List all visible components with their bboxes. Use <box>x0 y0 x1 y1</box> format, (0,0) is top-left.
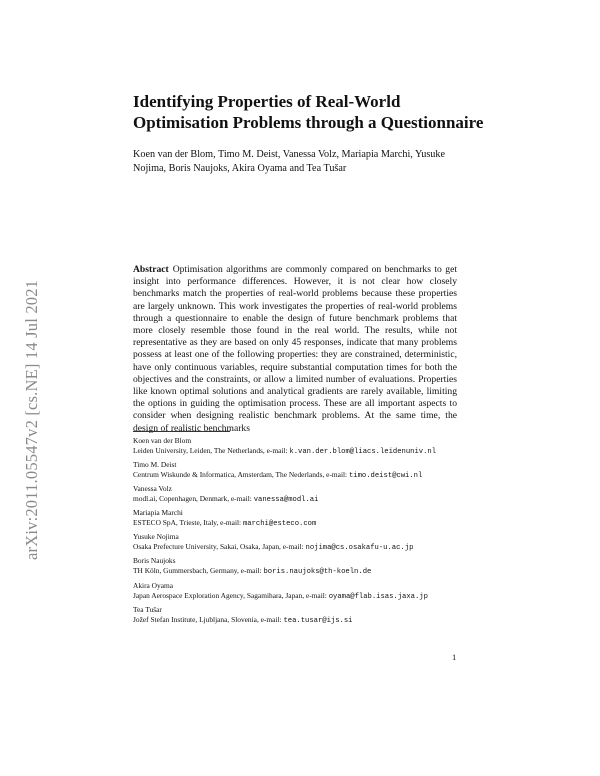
affiliation-item <box>133 605 493 626</box>
paper-title: Identifying Properties of Real-World Optimisation Problems through a Questionnaire <box>133 92 484 132</box>
affiliation-institution: TH Köln, Gummersbach, Germany, e-mail: <box>133 566 262 576</box>
affiliation-email: k.van.der.blom@liacs.leidenuniv.nl <box>289 448 437 456</box>
affiliation-item <box>133 460 493 481</box>
abstract-text: Optimisation algorithms are commonly compared on benchmarks to get insight into performance differences. However, it is not clear how closely benchmarks match the properties of real-world problems because these properties are largely unknown. This work investigates the properties of real-world problems through a questionnaire to enable the design of future benchmark problems that more closely resemble those found in the real world. The results, while not representative as they are based on only 45 responses, indicate that many problems possess at least one of the following properties: they are constrained, deterministic, have only continuous variables, require substantial computation times for both the objectives and the constraints, or allow a limited number of evaluations. Properties like known optimal solutions and analytical gradients are rarely available, limiting the options in guiding the optimisation process. These are all important aspects to consider when designing realistic benchmark problems. At the same time, the design of realistic benchmarks <box>133 264 457 434</box>
affiliation-item <box>133 581 493 602</box>
affiliation-details <box>133 518 493 529</box>
abstract <box>133 264 457 435</box>
affiliation-email: marchi@esteco.com <box>242 520 317 529</box>
affiliation-institution: Centrum Wiskunde & Informatica, Amsterdam, The Nederlands, e-mail: <box>133 470 348 480</box>
affiliation-item <box>133 436 493 457</box>
affiliation-list <box>133 436 493 629</box>
affiliation-institution: Leiden University, Leiden, The Netherlands, e-mail: <box>133 446 288 455</box>
affiliation-institution: modl.ai, Copenhagen, Denmark, e-mail: <box>133 494 252 504</box>
affiliation-name: Vanessa Volz <box>133 484 172 494</box>
affiliation-details <box>133 542 493 553</box>
affiliation-institution: Osaka Prefecture University, Sakai, Osaka, Japan, e-mail: <box>133 542 304 552</box>
affiliation-name: Akira Oyama <box>133 580 174 590</box>
affiliation-email: boris.naujoks@th-koeln.de <box>263 568 372 577</box>
affiliation-name: Tea Tušar <box>133 604 162 614</box>
affiliation-details <box>133 615 493 626</box>
affiliation-details <box>133 591 493 602</box>
author-list: Koen van der Blom, Timo M. Deist, Vanessa Volz, Mariapia Marchi, Yusuke Nojima, Boris Naujoks, Akira Oyama and Tea Tušar <box>133 149 446 174</box>
affiliation-details <box>133 470 493 481</box>
arxiv-identifier: arXiv:2011.05547v2 [cs.NE] 14 Jul 2021 <box>22 279 41 560</box>
affiliation-email: nojima@cs.osakafu-u.ac.jp <box>305 544 414 553</box>
affiliation-name: Timo M. Deist <box>133 460 177 470</box>
affiliation-name: Yusuke Nojima <box>133 532 179 542</box>
affiliation-institution: Jožef Stefan Institute, Ljubljana, Slovenia, e-mail: <box>133 614 282 624</box>
affiliation-details <box>133 494 493 505</box>
affiliation-item <box>133 484 493 505</box>
footnote-divider <box>133 431 230 432</box>
affiliation-details <box>133 566 493 577</box>
affiliation-email: oyama@flab.isas.jaxa.jp <box>328 592 428 601</box>
affiliation-institution: Japan Aerospace Exploration Agency, Sagamihara, Japan, e-mail: <box>133 590 327 600</box>
affiliation-details <box>133 446 493 457</box>
affiliation-item <box>133 556 493 577</box>
abstract-label: Abstract <box>133 264 169 275</box>
affiliation-institution: ESTECO SpA, Trieste, Italy, e-mail: <box>133 518 242 528</box>
page-number: 1 <box>452 652 457 662</box>
affiliation-name: Boris Naujoks <box>133 556 176 566</box>
affiliation-email: vanessa@modl.ai <box>253 496 319 505</box>
affiliation-item <box>133 508 493 529</box>
affiliation-item <box>133 532 493 553</box>
affiliation-email: tea.tusar@ijs.si <box>283 616 353 625</box>
affiliation-email: timo.deist@cwi.nl <box>348 472 423 481</box>
affiliation-name: Mariapia Marchi <box>133 508 183 518</box>
affiliation-name: Koen van der Blom <box>133 436 192 445</box>
